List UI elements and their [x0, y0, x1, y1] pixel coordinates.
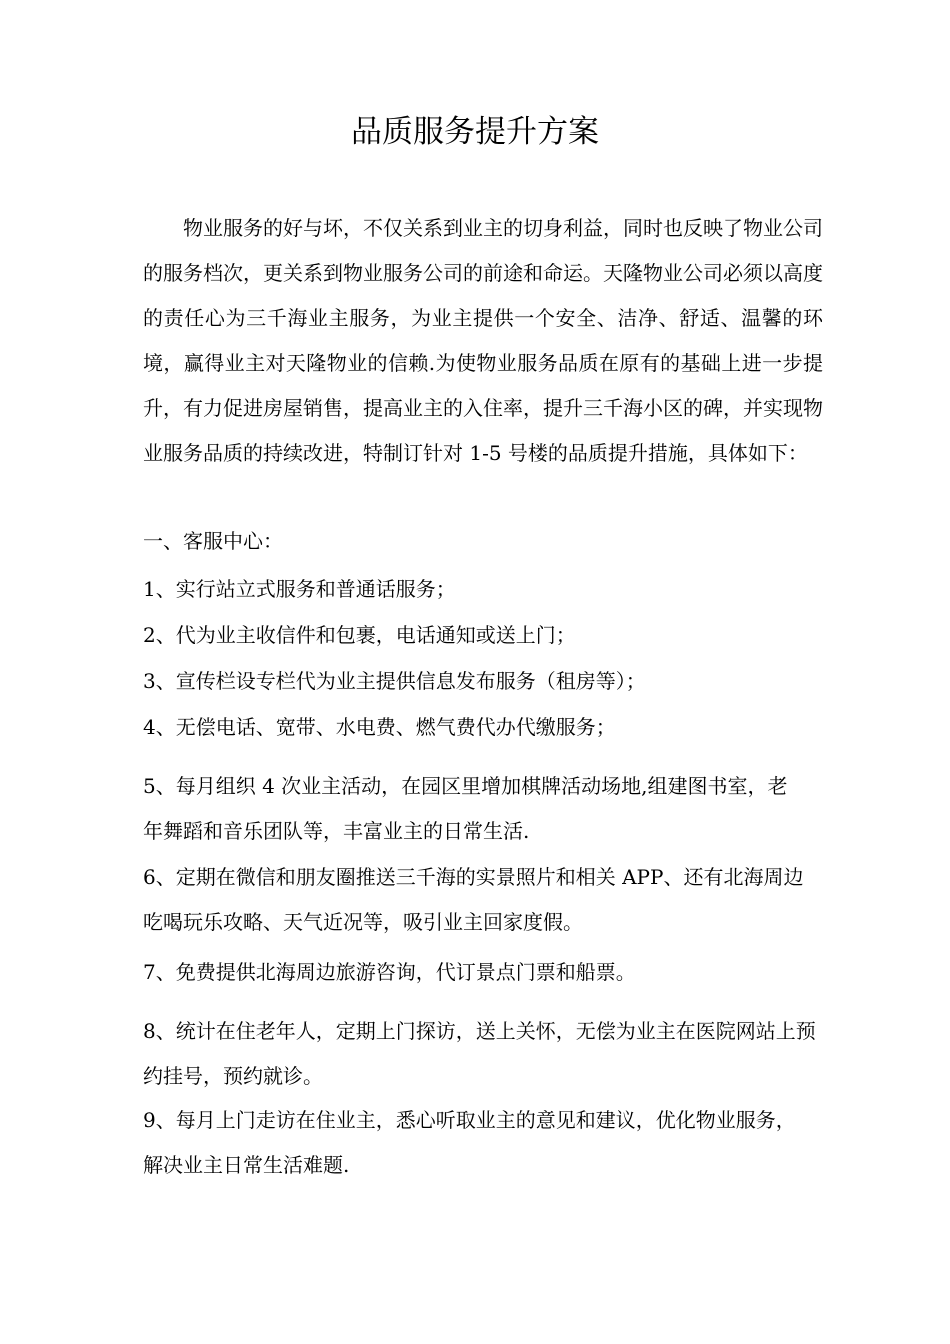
- list-item: 5、每月组织 4 次业主活动，在园区里增加棋牌活动场地,组建图书室，老年舞蹈和音乐团队等，丰富业主的日常生活.: [143, 774, 788, 843]
- list-item: 4、无偿电话、宽带、水电费、燃气费代办代缴服务；: [143, 715, 616, 739]
- list-item: 8、统计在住老年人，定期上门探访，送上关怀，无偿为业主在医院网站上预约挂号，预约就诊。: [143, 1019, 816, 1088]
- list-item: 2、代为业主收信件和包裹，电话通知或送上门；: [143, 623, 576, 647]
- list-item: 9、每月上门走访在住业主，悉心听取业主的意见和建议，优化物业服务，解决业主日常生活难题.: [143, 1108, 796, 1177]
- list-item: 1、实行站立式服务和普通话服务；: [143, 577, 456, 601]
- document-title: 品质服务提升方案: [351, 114, 599, 150]
- list-item: 6、定期在微信和朋友圈推送三千海的实景照片和相关 APP、还有北海周边吃喝玩乐攻略、天气近况等，吸引业主回家度假。: [143, 865, 804, 934]
- section-heading: 一、客服中心：: [143, 529, 283, 553]
- list-item: 3、宣传栏设专栏代为业主提供信息发布服务（租房等）；: [143, 669, 646, 693]
- list-item: 7、免费提供北海周边旅游咨询，代订景点门票和船票。: [143, 960, 636, 984]
- intro-paragraph: 物业服务的好与坏，不仅关系到业主的切身利益，同时也反映了物业公司的服务档次，更关系到物业服务公司的前途和命运。天隆物业公司必须以高度的责任心为三千海业主服务，为业主提供一个安全、洁净、舒适、温馨的环境，赢得业主对天隆物业的信赖.为使物业服务品质在原有的基础上进一步提升，有力促进房屋销售，提高业主的入住率，提升三千海小区的碑，并实现物业服务品质的持续改进，特制订针对 1-5 号楼的品质提升措施，具体如下：: [143, 216, 823, 465]
